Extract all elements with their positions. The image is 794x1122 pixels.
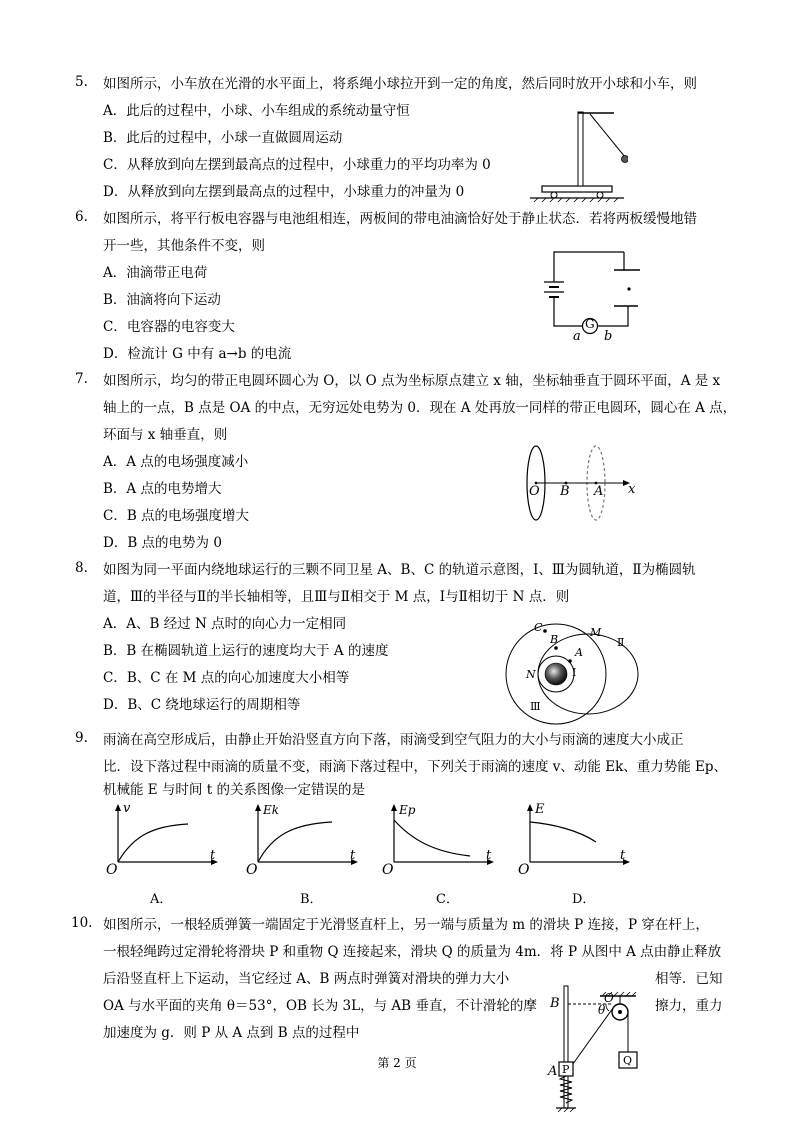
page-footer: 第 2 页 [377, 1056, 417, 1070]
q5-option-d: D．从释放到向左摆到最高点的过程中，小球重力的冲量为 0 [103, 184, 465, 200]
q6-label-a: a [573, 329, 581, 344]
q7-two-rings-figure [520, 443, 640, 523]
q9-graph-a-origin: O [106, 862, 118, 878]
q7-label-o: O [529, 484, 540, 499]
q10-label-theta: θ [598, 1003, 606, 1017]
q8-label-c: C [534, 621, 543, 634]
q9-graph-c-caption: C． [436, 892, 459, 907]
q9-stem-line-3: 机械能 E 与时间 t 的关系图像一定错误的是 [103, 782, 365, 798]
q6-option-b: B．油滴将向下运动 [103, 292, 221, 308]
q9-graph-c-origin: O [382, 862, 394, 878]
q10-label-q: Q [623, 1054, 633, 1067]
q9-stem-line-1: 雨滴在高空形成后，由静止开始沿竖直方向下落，雨滴受到空气阻力的大小与雨滴的速度大小成正 [103, 732, 684, 748]
q9-graph-c-xlabel: t [486, 848, 492, 863]
q10-stem-line-4: OA 与水平面的夹角 θ＝53°，OB 长为 3L，与 AB 垂直，不计滑轮的摩 [103, 998, 537, 1014]
q6-galvanometer-label: G [585, 317, 595, 331]
q8-label-orbit-ii: Ⅱ [617, 636, 625, 649]
q8-option-b: B．B 在椭圆轨道上运行的速度均大于 A 的速度 [103, 643, 389, 659]
q9-graph-b-caption: B． [300, 892, 323, 907]
q9-graph-b-xlabel: t [350, 848, 356, 863]
q10-label-b: B [550, 996, 560, 1011]
q6-option-d: D．检流计 G 中有 a→b 的电流 [103, 346, 292, 362]
q10-stem-line-4b: 擦力，重力 [655, 998, 723, 1014]
q7-option-a: A．A 点的电场强度减小 [103, 454, 249, 470]
q9-graph-a-caption: A． [150, 892, 173, 907]
q9-graph-d-xlabel: t [620, 848, 626, 863]
q9-number: 9. [75, 730, 88, 746]
q10-stem-line-3b: 相等．已知 [655, 971, 723, 987]
q9-graph-d-origin: O [518, 862, 530, 878]
q7-stem-line-3: 环面与 x 轴垂直，则 [103, 427, 228, 443]
q10-label-a: A [548, 1064, 558, 1079]
q9-graph-d-caption: D． [572, 892, 596, 907]
q5-cart-pendulum-figure [528, 106, 628, 204]
q7-option-c: C．B 点的电场强度增大 [103, 508, 250, 524]
q8-option-a: A．A、B 经过 N 点时的向心力一定相同 [103, 616, 347, 632]
q9-graph-b-origin: O [246, 862, 258, 878]
q6-option-c: C．电容器的电容变大 [103, 319, 235, 335]
q6-stem-line-1: 如图所示，将平行板电容器与电池组相连，两板间的带电油滴恰好处于静止状态．若将两板缓慢地错 [103, 211, 697, 227]
q7-label-b: B [560, 484, 570, 499]
q9-graph-c-ylabel: Ep [399, 803, 416, 817]
q5-stem: 如图所示，小车放在光滑的水平面上，将系绳小球拉开到一定的角度，然后同时放开小球和小车，则 [103, 76, 697, 92]
q9-graph-a-xlabel: t [210, 848, 216, 863]
q9-graph-a-ylabel: v [123, 801, 131, 816]
q8-label-b: B [550, 633, 559, 646]
q7-option-b: B．A 点的电势增大 [103, 481, 222, 497]
q7-option-d: D．B 点的电势为 0 [103, 535, 222, 551]
q9-graph-b-ylabel: Ek [263, 803, 280, 817]
q7-label-a: A [594, 484, 604, 499]
q8-label-m: M [590, 626, 602, 639]
q6-stem-line-2: 开一些，其他条件不变，则 [103, 238, 265, 254]
q8-number: 8. [75, 560, 88, 576]
q8-stem-line-2: 道，Ⅲ的半径与Ⅱ的半长轴相等，且Ⅲ与Ⅱ相交于 M 点，Ⅰ与Ⅱ相切于 N 点．则 [103, 589, 570, 605]
q7-stem-line-1: 如图所示，均匀的带正电圆环圆心为 O，以 O 点为坐标原点建立 x 轴，坐标轴垂直于圆环平面，A 是 x [103, 373, 721, 389]
q8-label-orbit-i: Ⅰ [572, 666, 577, 679]
q10-stem-line-2: 一根轻绳跨过定滑轮将滑块 P 和重物 Q 连接起来，滑块 Q 的质量为 4m．将 P 从图中 A 点由静止释放 [103, 944, 722, 960]
q8-option-c: C．B、C 在 M 点的向心加速度大小相等 [103, 670, 350, 686]
q10-label-o: O [604, 991, 614, 1005]
q10-label-p: P [562, 1063, 570, 1076]
q10-stem-line-1: 如图所示，一根轻质弹簧一端固定于光滑竖直杆上，另一端与质量为 m 的滑块 P 连接，P 穿在杆上， [103, 917, 709, 933]
q8-label-a: A [575, 646, 583, 659]
q8-label-n: N [526, 668, 536, 681]
q6-number: 6. [75, 209, 88, 225]
q5-option-a: A．此后的过程中，小球、小车组成的系统动量守恒 [103, 103, 410, 119]
q5-option-c: C．从释放到向左摆到最高点的过程中，小球重力的平均功率为 0 [103, 157, 491, 173]
q6-label-b: b [604, 329, 613, 344]
q5-option-b: B．此后的过程中，小球一直做圆周运动 [103, 130, 343, 146]
q8-option-d: D．B、C 绕地球运行的周期相等 [103, 697, 301, 713]
q10-stem-line-5: 加速度为 g．则 P 从 A 点到 B 点的过程中 [103, 1025, 360, 1041]
q10-stem-line-3: 后沿竖直杆上下运动，当它经过 A、B 两点时弹簧对滑块的弹力大小 [103, 971, 510, 987]
q8-label-orbit-iii: Ⅲ [530, 700, 541, 713]
q7-label-x: x [628, 482, 636, 497]
q8-stem-line-1: 如图为同一平面内绕地球运行的三颗不同卫星 A、B、C 的轨道示意图，Ⅰ、Ⅲ为圆轨道，Ⅱ为椭圆轨 [103, 562, 696, 578]
q6-option-a: A．油滴带正电荷 [103, 265, 208, 281]
q5-number: 5. [75, 74, 88, 90]
q10-number: 10. [71, 915, 93, 931]
q9-graph-d-ylabel: E [535, 802, 545, 817]
q9-stem-line-2: 比．设下落过程中雨滴的质量不变，雨滴下落过程中，下列关于雨滴的速度 v、动能 Ek、重力势能 Ep、 [103, 759, 728, 775]
q7-number: 7. [75, 371, 88, 387]
q7-stem-line-2: 轴上的一点，B 点是 OA 的中点，无穷远处电势为 0．现在 A 处再放一同样的带正电圆环，圆心在 A 点， [103, 400, 737, 416]
